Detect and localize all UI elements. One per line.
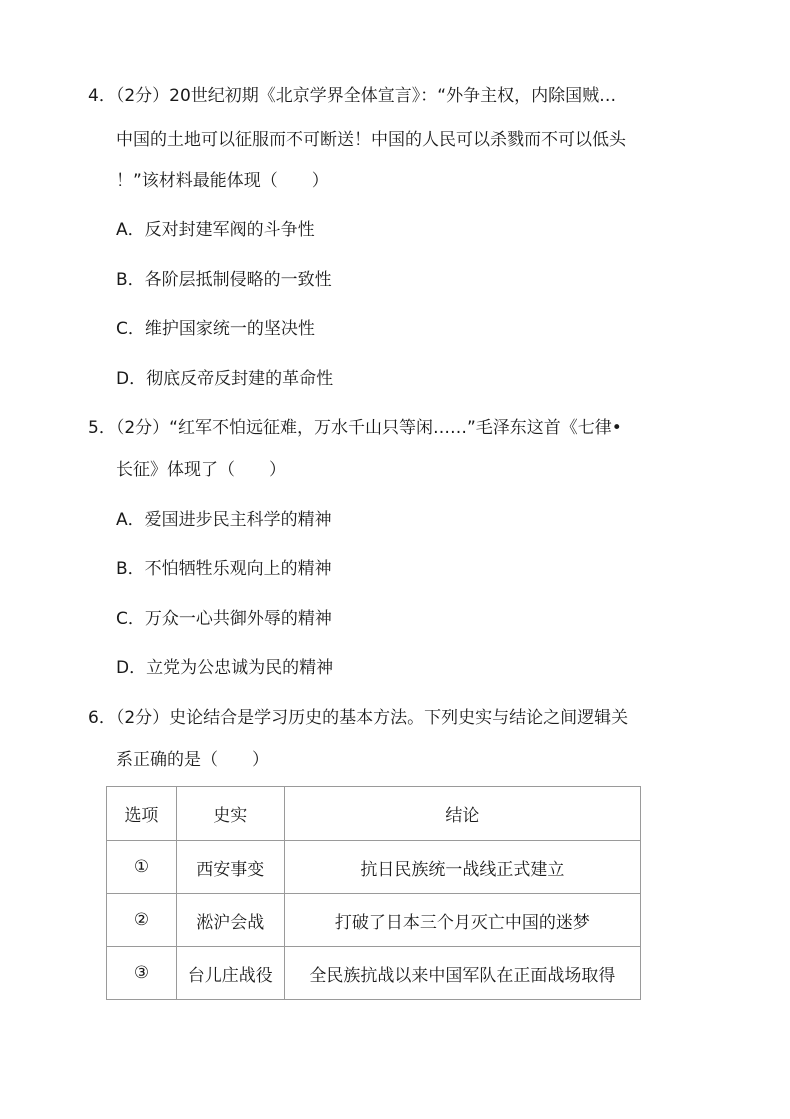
question-5-line-2: 长征》体现了（ ）: [116, 460, 286, 480]
cell-fact: 淞沪会战: [176, 894, 284, 947]
question-5-option-a: A．爱国进步民主科学的精神: [116, 510, 332, 530]
cell-conclusion: 抗日民族统一战线正式建立: [284, 841, 640, 894]
table-header-row: [107, 787, 641, 841]
question-6-line-1: [88, 708, 628, 728]
table-row: [107, 841, 641, 894]
cell-fact: 西安事变: [176, 841, 284, 894]
question-text: 20世纪初期《北京学界全体宣言》：“外争主权，内除国贼…: [169, 86, 617, 106]
header-conclusion: 结论: [284, 787, 640, 841]
question-number: 5．: [88, 418, 116, 438]
question-4-option-d: D．彻底反帝反封建的革命性: [116, 369, 334, 389]
question-4-line-3: ！”该材料最能体现（ ）: [116, 171, 329, 191]
header-option: 选项: [107, 787, 177, 841]
question-number: 4．: [88, 86, 116, 106]
question-5-option-d: D．立党为公忠诚为民的精神: [116, 658, 334, 678]
question-score: （2分）: [115, 418, 170, 438]
question-4-option-c: C．维护国家统一的坚决性: [116, 319, 315, 339]
question-4-option-b: B．各阶层抵制侵略的一致性: [116, 270, 332, 290]
table-row: [107, 947, 641, 1000]
header-fact: 史实: [176, 787, 284, 841]
question-4-line-2: 中国的土地可以征服而不可断送！中国的人民可以杀戮而不可以低头: [116, 130, 626, 150]
question-score: （2分）: [115, 708, 170, 728]
fact-conclusion-table: [106, 786, 641, 1000]
question-text: “红军不怕远征难，万水千山只等闲……”毛泽东这首《七律•: [169, 418, 622, 438]
question-4-line-1: [88, 86, 616, 106]
question-5-line-1: [88, 418, 622, 438]
cell-option: ②: [107, 894, 177, 947]
question-number: 6．: [88, 708, 116, 728]
question-text: 史论结合是学习历史的基本方法。下列史实与结论之间逻辑关: [169, 708, 629, 728]
cell-fact: 台儿庄战役: [176, 947, 284, 1000]
question-5-option-c: C．万众一心共御外辱的精神: [116, 609, 332, 629]
question-5-option-b: B．不怕牺牲乐观向上的精神: [116, 559, 332, 579]
cell-conclusion: 打破了日本三个月灭亡中国的迷梦: [284, 894, 640, 947]
question-score: （2分）: [115, 86, 170, 106]
cell-option: ③: [107, 947, 177, 1000]
cell-conclusion: 全民族抗战以来中国军队在正面战场取得: [284, 947, 640, 1000]
question-6-line-2: 系正确的是（ ）: [116, 750, 269, 770]
cell-option: ①: [107, 841, 177, 894]
table-row: [107, 894, 641, 947]
question-4-option-a: A．反对封建军阀的斗争性: [116, 220, 315, 240]
